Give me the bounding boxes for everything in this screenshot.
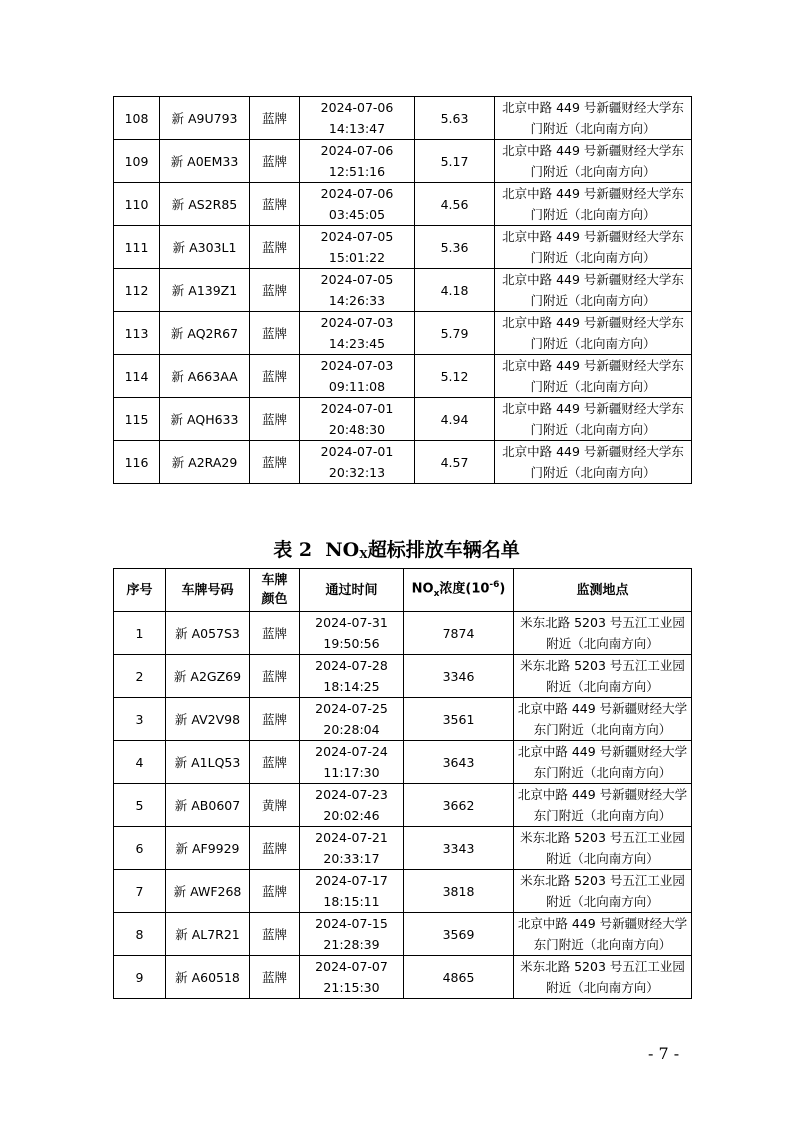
row-value: 5.36 — [415, 226, 495, 269]
row-pass-time: 2024-07-01 20:48:30 — [300, 398, 415, 441]
row-serial: 4 — [114, 741, 166, 784]
row-value: 3561 — [404, 698, 514, 741]
row-serial: 5 — [114, 784, 166, 827]
row-plate-color: 蓝牌 — [250, 956, 300, 999]
row-value: 4865 — [404, 956, 514, 999]
table-row — [114, 698, 692, 741]
row-plate: 新 AQ2R67 — [160, 312, 250, 355]
row-serial: 114 — [114, 355, 160, 398]
row-location: 北京中路 449 号新疆财经大学东 门附近（北向南方向） — [495, 312, 692, 355]
row-location: 北京中路 449 号新疆财经大学东 门附近（北向南方向） — [495, 269, 692, 312]
row-pass-time: 2024-07-05 14:26:33 — [300, 269, 415, 312]
row-location: 米东北路 5203 号五江工业园 附近（北向南方向） — [514, 870, 692, 913]
row-location: 北京中路 449 号新疆财经大学东 门附近（北向南方向） — [495, 140, 692, 183]
row-serial: 110 — [114, 183, 160, 226]
row-pass-time: 2024-07-06 12:51:16 — [300, 140, 415, 183]
row-serial: 9 — [114, 956, 166, 999]
row-plate-color: 蓝牌 — [250, 913, 300, 956]
row-plate: 新 AS2R85 — [160, 183, 250, 226]
row-serial: 7 — [114, 870, 166, 913]
row-serial: 6 — [114, 827, 166, 870]
row-value: 5.79 — [415, 312, 495, 355]
row-serial: 3 — [114, 698, 166, 741]
row-plate-color: 黄牌 — [250, 784, 300, 827]
table-row — [114, 183, 692, 226]
row-location: 米东北路 5203 号五江工业园 附近（北向南方向） — [514, 612, 692, 655]
row-pass-time: 2024-07-03 09:11:08 — [300, 355, 415, 398]
row-plate-color: 蓝牌 — [250, 698, 300, 741]
row-serial: 1 — [114, 612, 166, 655]
row-pass-time: 2024-07-07 21:15:30 — [300, 956, 404, 999]
row-value: 3346 — [404, 655, 514, 698]
header-location: 监测地点 — [514, 569, 692, 612]
table-row — [114, 827, 692, 870]
row-value: 3569 — [404, 913, 514, 956]
row-serial: 111 — [114, 226, 160, 269]
row-plate: 新 A139Z1 — [160, 269, 250, 312]
row-value: 4.94 — [415, 398, 495, 441]
row-value: 5.17 — [415, 140, 495, 183]
row-plate-color: 蓝牌 — [250, 140, 300, 183]
header-plate: 车牌号码 — [166, 569, 250, 612]
row-plate: 新 A663AA — [160, 355, 250, 398]
row-pass-time: 2024-07-05 15:01:22 — [300, 226, 415, 269]
table-row — [114, 655, 692, 698]
row-plate-color: 蓝牌 — [250, 226, 300, 269]
row-plate-color: 蓝牌 — [250, 655, 300, 698]
row-plate: 新 A303L1 — [160, 226, 250, 269]
table-row — [114, 441, 692, 484]
row-plate-color: 蓝牌 — [250, 612, 300, 655]
row-pass-time: 2024-07-21 20:33:17 — [300, 827, 404, 870]
row-plate: 新 AV2V98 — [166, 698, 250, 741]
row-value: 7874 — [404, 612, 514, 655]
table-row — [114, 956, 692, 999]
row-plate: 新 AQH633 — [160, 398, 250, 441]
row-location: 北京中路 449 号新疆财经大学 东门附近（北向南方向） — [514, 698, 692, 741]
table-row — [114, 226, 692, 269]
row-pass-time: 2024-07-23 20:02:46 — [300, 784, 404, 827]
row-location: 北京中路 449 号新疆财经大学 东门附近（北向南方向） — [514, 741, 692, 784]
row-plate-color: 蓝牌 — [250, 398, 300, 441]
row-plate-color: 蓝牌 — [250, 183, 300, 226]
row-plate: 新 A2GZ69 — [166, 655, 250, 698]
row-pass-time: 2024-07-28 18:14:25 — [300, 655, 404, 698]
row-plate-color: 蓝牌 — [250, 312, 300, 355]
row-serial: 113 — [114, 312, 160, 355]
row-pass-time: 2024-07-01 20:32:13 — [300, 441, 415, 484]
row-pass-time: 2024-07-06 14:13:47 — [300, 97, 415, 140]
row-plate: 新 A60518 — [166, 956, 250, 999]
row-plate-color: 蓝牌 — [250, 355, 300, 398]
row-value: 3662 — [404, 784, 514, 827]
table-row — [114, 140, 692, 183]
row-pass-time: 2024-07-17 18:15:11 — [300, 870, 404, 913]
row-value: 5.12 — [415, 355, 495, 398]
row-serial: 115 — [114, 398, 160, 441]
row-pass-time: 2024-07-03 14:23:45 — [300, 312, 415, 355]
row-location: 北京中路 449 号新疆财经大学东 门附近（北向南方向） — [495, 398, 692, 441]
row-serial: 116 — [114, 441, 160, 484]
row-pass-time: 2024-07-31 19:50:56 — [300, 612, 404, 655]
table-row — [114, 612, 692, 655]
row-location: 北京中路 449 号新疆财经大学 东门附近（北向南方向） — [514, 913, 692, 956]
row-plate: 新 A0EM33 — [160, 140, 250, 183]
table-row — [114, 870, 692, 913]
table-row — [114, 312, 692, 355]
vehicle-table-continued — [113, 96, 692, 484]
row-pass-time: 2024-07-24 11:17:30 — [300, 741, 404, 784]
table-row — [114, 269, 692, 312]
row-serial: 112 — [114, 269, 160, 312]
header-serial: 序号 — [114, 569, 166, 612]
row-plate: 新 AL7R21 — [166, 913, 250, 956]
row-plate-color: 蓝牌 — [250, 441, 300, 484]
table-row — [114, 741, 692, 784]
row-plate-color: 蓝牌 — [250, 827, 300, 870]
row-location: 北京中路 449 号新疆财经大学东 门附近（北向南方向） — [495, 226, 692, 269]
row-value: 4.57 — [415, 441, 495, 484]
table-row — [114, 355, 692, 398]
row-pass-time: 2024-07-06 03:45:05 — [300, 183, 415, 226]
row-plate: 新 A057S3 — [166, 612, 250, 655]
row-location: 米东北路 5203 号五江工业园 附近（北向南方向） — [514, 956, 692, 999]
row-value: 3343 — [404, 827, 514, 870]
row-location: 北京中路 449 号新疆财经大学 东门附近（北向南方向） — [514, 784, 692, 827]
table-row — [114, 398, 692, 441]
row-value: 4.56 — [415, 183, 495, 226]
table2-title: 表 2 $NO_X$超标排放车辆名单 — [273, 539, 520, 561]
row-serial: 2 — [114, 655, 166, 698]
header-concentration: $NO_x$浓度$(10^{-6})$ — [404, 569, 514, 612]
row-plate: 新 A2RA29 — [160, 441, 250, 484]
row-value: 5.63 — [415, 97, 495, 140]
row-value: 3643 — [404, 741, 514, 784]
row-plate: 新 AWF268 — [166, 870, 250, 913]
row-pass-time: 2024-07-15 21:28:39 — [300, 913, 404, 956]
row-location: 米东北路 5203 号五江工业园 附近（北向南方向） — [514, 827, 692, 870]
row-location: 北京中路 449 号新疆财经大学东 门附近（北向南方向） — [495, 183, 692, 226]
row-plate: 新 A9U793 — [160, 97, 250, 140]
row-location: 北京中路 449 号新疆财经大学东 门附近（北向南方向） — [495, 441, 692, 484]
row-value: 3818 — [404, 870, 514, 913]
row-plate: 新 AF9929 — [166, 827, 250, 870]
table-header-row — [114, 569, 692, 612]
nox-exceed-vehicle-table — [113, 568, 692, 999]
row-location: 米东北路 5203 号五江工业园 附近（北向南方向） — [514, 655, 692, 698]
row-pass-time: 2024-07-25 20:28:04 — [300, 698, 404, 741]
table-row — [114, 97, 692, 140]
row-value: 4.18 — [415, 269, 495, 312]
row-plate-color: 蓝牌 — [250, 269, 300, 312]
table-row — [114, 913, 692, 956]
row-serial: 109 — [114, 140, 160, 183]
row-plate: 新 AB0607 — [166, 784, 250, 827]
header-plate-color: 车牌 颜色 — [250, 569, 300, 612]
row-plate-color: 蓝牌 — [250, 97, 300, 140]
header-pass-time: 通过时间 — [300, 569, 404, 612]
row-location: 北京中路 449 号新疆财经大学东 门附近（北向南方向） — [495, 355, 692, 398]
page-number: - 7 - — [648, 1044, 680, 1063]
row-plate-color: 蓝牌 — [250, 870, 300, 913]
row-location: 北京中路 449 号新疆财经大学东 门附近（北向南方向） — [495, 97, 692, 140]
row-plate-color: 蓝牌 — [250, 741, 300, 784]
row-serial: 8 — [114, 913, 166, 956]
row-serial: 108 — [114, 97, 160, 140]
table-row — [114, 784, 692, 827]
row-plate: 新 A1LQ53 — [166, 741, 250, 784]
